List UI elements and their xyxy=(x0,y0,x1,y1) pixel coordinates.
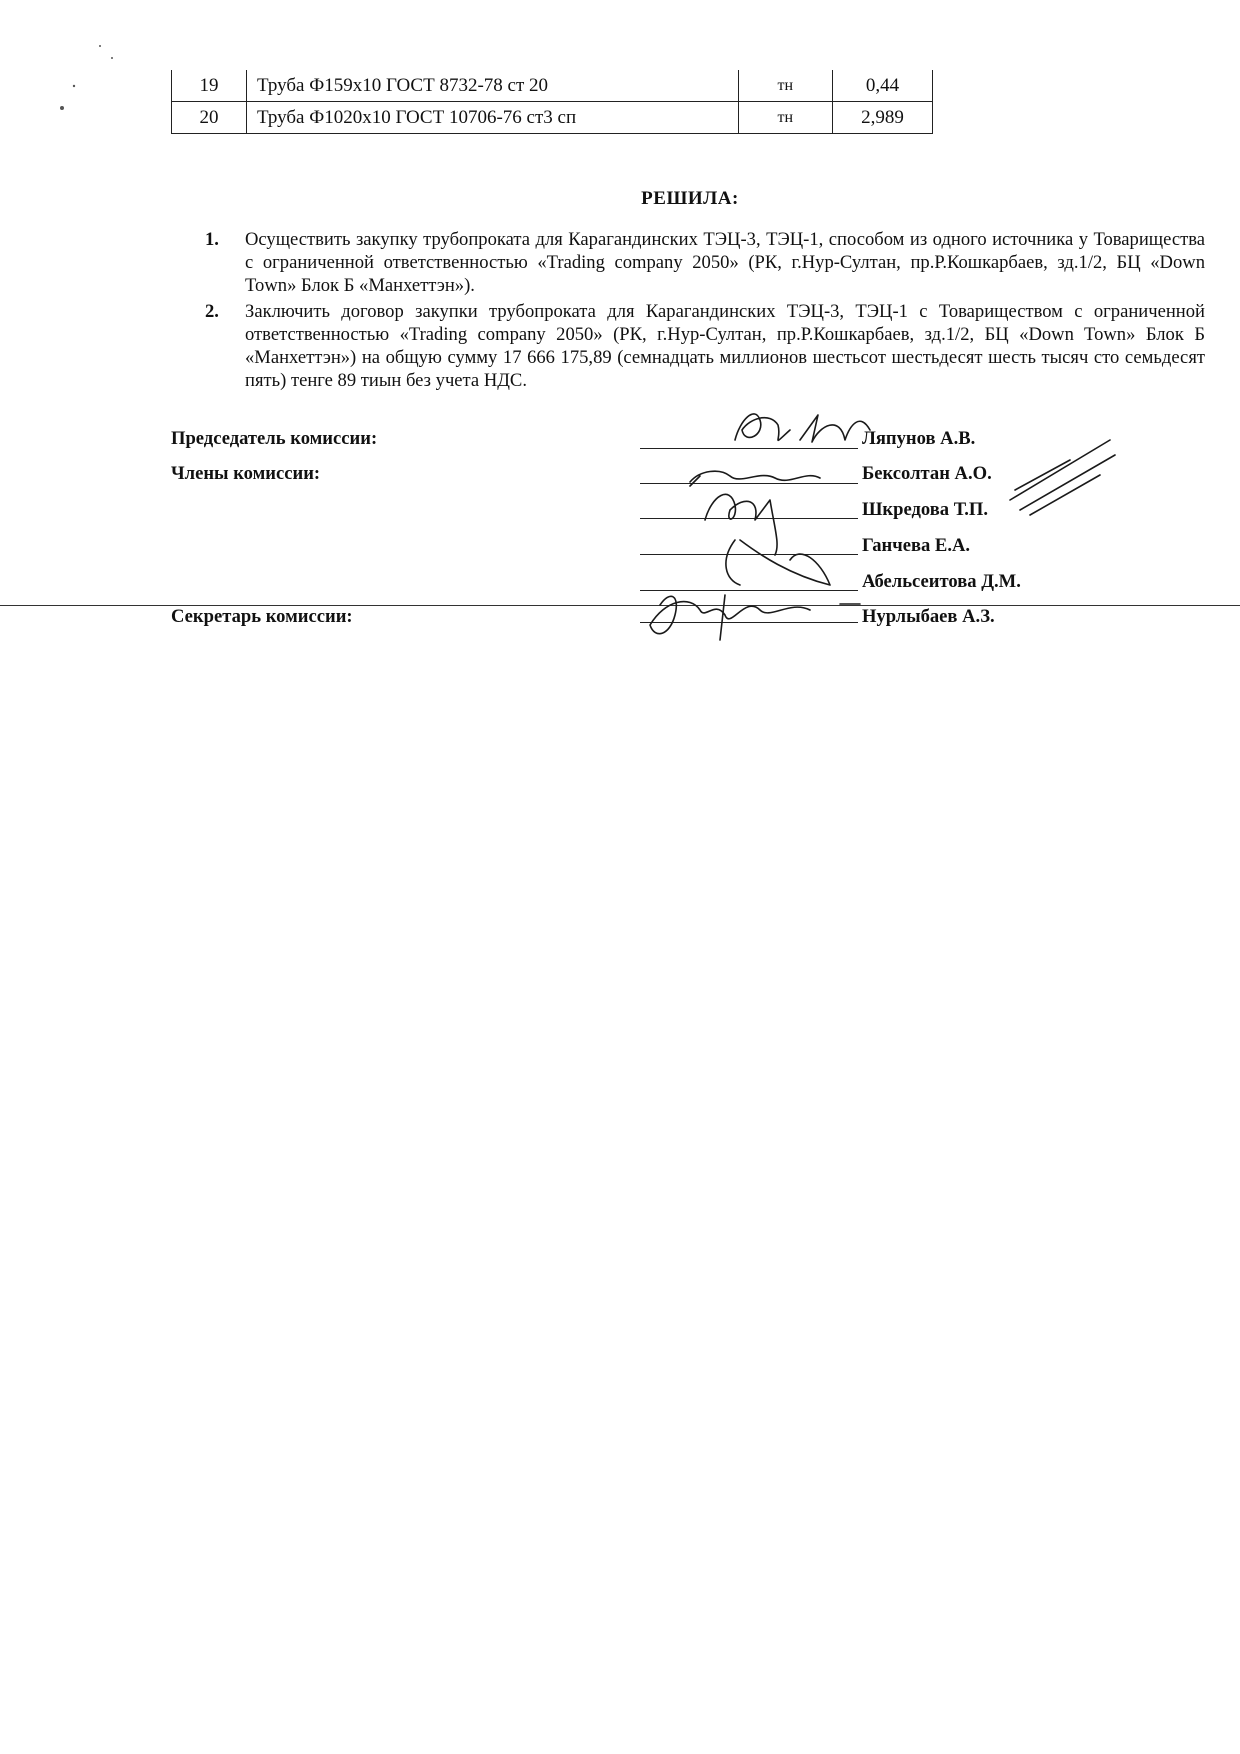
signature-mark xyxy=(705,494,777,585)
signature-mark xyxy=(690,471,820,486)
member-name: Нурлыбаев А.З. xyxy=(862,606,995,627)
decision-heading: РЕШИЛА: xyxy=(641,188,739,209)
decision-number: 1. xyxy=(205,229,219,250)
item-name: Труба Ф1020х10 ГОСТ 10706-76 ст3 сп xyxy=(246,102,738,134)
item-name: Труба Ф159х10 ГОСТ 8732-78 ст 20 xyxy=(246,70,738,102)
signature-mark xyxy=(650,595,860,640)
item-unit: тн xyxy=(738,102,833,134)
item-quantity: 2,989 xyxy=(833,102,933,134)
chairman-label: Председатель комиссии: xyxy=(171,428,378,449)
member-name: Ляпунов А.В. xyxy=(862,428,976,449)
member-name: Ганчева Е.А. xyxy=(862,535,971,556)
decision-text: Заключить договор закупки трубопроката для Карагандинских ТЭЦ-3, ТЭЦ-1 с Товариществом с ограниченной ответственностью «Trading company 2050» (РК, г.Нур-Султан, пр.Р.Кошкарбаев, зд.1/2, БЦ «Down Town» Блок Б «Манхеттэн») на общую сумму 17 666 175,89 (семнадцать миллионов шестьсот шестьдесят шесть тысяч сто семьдесят пять) тенге 89 тиын без учета НДС. xyxy=(245,301,1205,391)
members-label: Члены комиссии: xyxy=(171,463,321,484)
member-name: Шкредова Т.П. xyxy=(862,499,989,520)
decision-text: Осуществить закупку трубопроката для Карагандинских ТЭЦ-3, ТЭЦ-1, способом из одного источника у Товарищества с ограниченной ответственностью «Trading company 2050» (РК, г.Нур-Султан, пр.Р.Кошкарбаев, зд.1/2, БЦ «Down Town» Блок Б «Манхеттэн»). xyxy=(245,229,1205,296)
row-number: 19 xyxy=(172,70,247,102)
item-unit: тн xyxy=(738,70,833,102)
secretary-label: Секретарь комиссии: xyxy=(171,606,353,627)
signature-mark xyxy=(1010,440,1115,515)
signature-mark xyxy=(740,540,830,585)
member-name: Бексолтан А.О. xyxy=(862,463,992,484)
signature-mark xyxy=(735,414,870,442)
row-number: 20 xyxy=(172,102,247,134)
member-name: Абельсеитова Д.М. xyxy=(862,571,1021,592)
decision-number: 2. xyxy=(205,301,219,322)
item-quantity: 0,44 xyxy=(833,70,933,102)
